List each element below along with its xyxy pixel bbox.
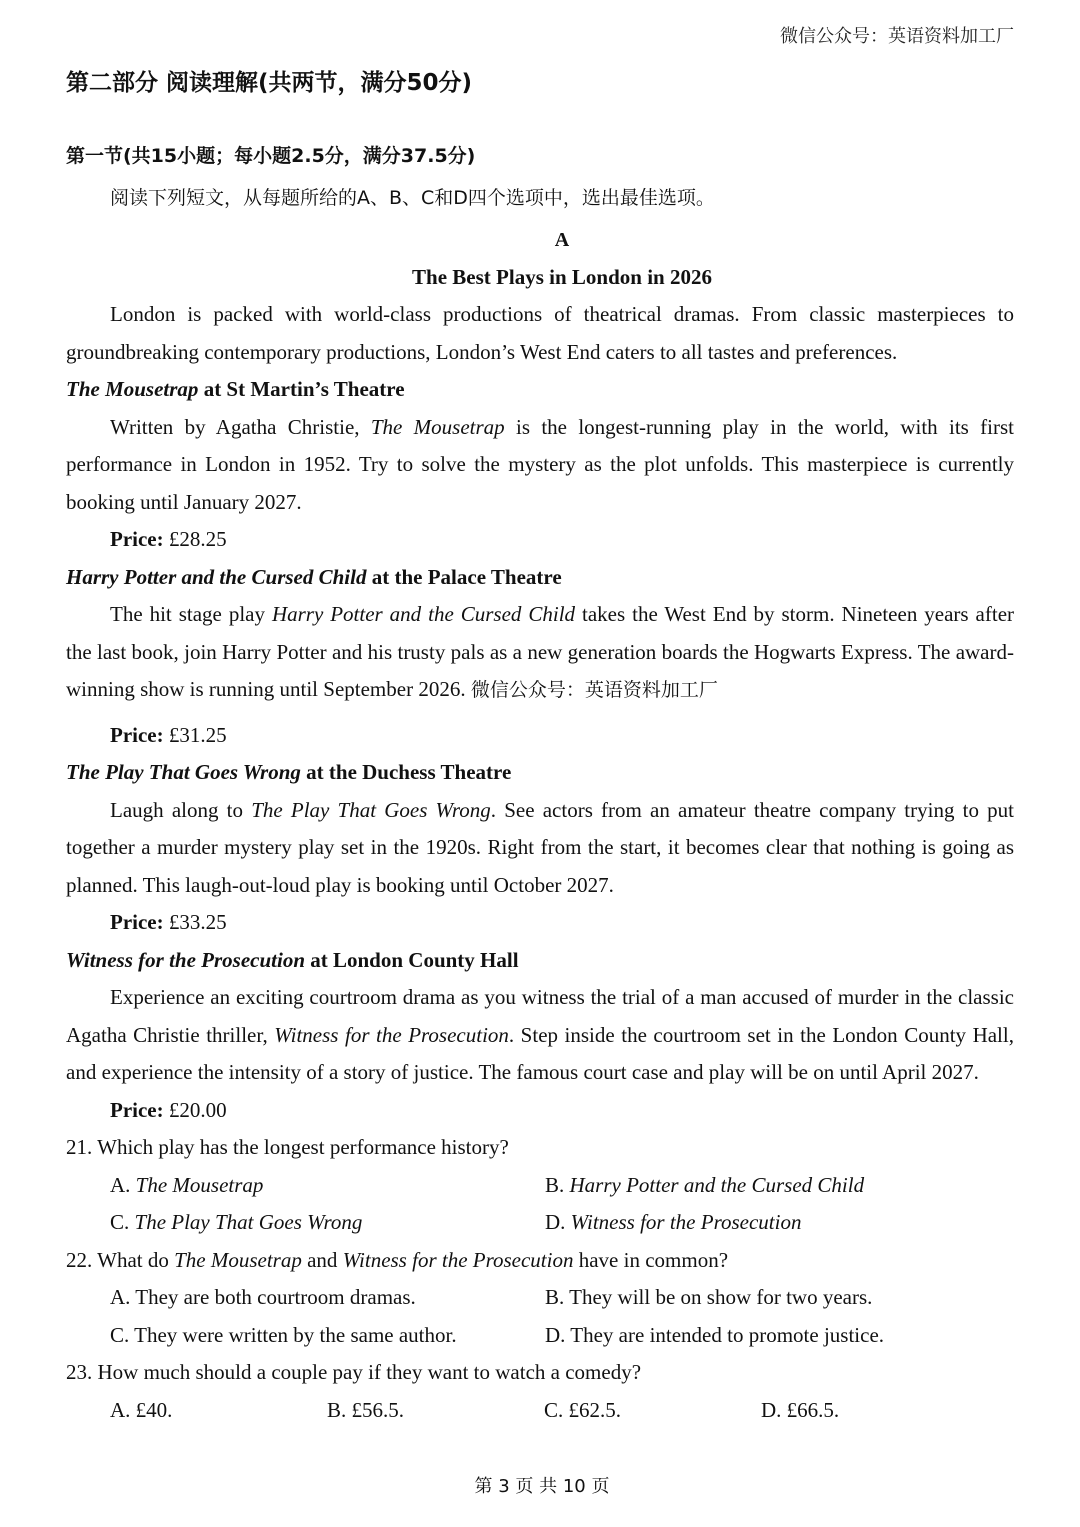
play-description	[66, 409, 1014, 522]
desc-title: The Play That Goes Wrong	[251, 797, 491, 822]
play-venue: at the Palace Theatre	[366, 564, 562, 589]
play-venue: at the Duchess Theatre	[300, 760, 512, 784]
play-name: The Play That Goes Wrong	[66, 760, 301, 784]
play-description	[66, 596, 1014, 710]
price-label: Price:	[110, 722, 164, 747]
passage-body	[66, 296, 1014, 1429]
play-description	[66, 792, 1014, 905]
option-letter: C.	[110, 1210, 135, 1234]
option-d[interactable]	[545, 1204, 801, 1242]
price-value: £20.00	[163, 1097, 227, 1122]
stem-text: 22. What do	[66, 1247, 175, 1272]
option-text: Harry Potter and the Cursed Child	[569, 1172, 865, 1197]
play-description	[66, 979, 1014, 1092]
desc-text: Experience an exciting courtroom drama as you witness the trial of a man accused of murder in the classic Agatha Christie thriller,	[66, 985, 1014, 1047]
desc-text: takes the West End by storm. Nineteen years after the last book, join Harry Potter and his trusty pals as a new generation boards the Hogwarts Express. The award-winning show is running until September 2026.	[66, 602, 1015, 701]
desc-text: . Step inside the courtroom set in the London County Hall, and experience the intensity of a story of justice. The famous court case and play will be on until April 2027.	[66, 1022, 1014, 1084]
part-title: 第二部分 阅读理解(共两节，满分50分)	[66, 70, 473, 96]
option-row	[66, 1167, 1014, 1205]
play-price	[66, 904, 1014, 942]
price-value: £28.25	[163, 527, 227, 551]
price-label: Price:	[110, 910, 164, 934]
play-heading	[66, 371, 1014, 409]
play-venue: at St Martin’s Theatre	[198, 377, 405, 401]
stem-title: Witness for the Prosecution	[342, 1247, 574, 1272]
play-price	[66, 521, 1014, 559]
price-label: Price:	[110, 527, 164, 551]
desc-text: Written by Agatha Christie,	[110, 414, 371, 439]
stem-text: have in common?	[573, 1247, 729, 1272]
question-stem: 21. Which play has the longest performance history?	[66, 1135, 509, 1159]
option-c[interactable]: C. £62.5.	[544, 1397, 622, 1422]
option-letter: D.	[545, 1210, 571, 1234]
option-letter: A.	[110, 1172, 136, 1197]
play-venue: at London County Hall	[305, 947, 519, 972]
desc-text: Laugh along to	[110, 797, 252, 822]
question-stem	[66, 1242, 1014, 1280]
option-text: The Mousetrap	[135, 1172, 264, 1197]
option-d[interactable]: D. They are intended to promote justice.	[545, 1322, 885, 1347]
option-row	[66, 1392, 1014, 1430]
option-b[interactable]: B. £56.5.	[327, 1397, 405, 1422]
price-value: £33.25	[163, 910, 227, 934]
desc-text: . See actors from an amateur theatre company trying to put together a murder mystery play set in the 1920s. Right from the start, it becomes clear that nothing is going as planned. This laugh-out-loud play is booking until October 2027.	[66, 797, 1014, 897]
play-name: Harry Potter and the Cursed Child	[66, 564, 367, 589]
page-number: 第 3 页 共 10 页	[474, 1476, 610, 1497]
play-heading	[66, 559, 1014, 597]
desc-text: The hit stage play	[110, 602, 272, 626]
passage-letter: A	[554, 229, 570, 251]
option-a[interactable]: A. £40.	[110, 1397, 173, 1422]
option-c[interactable]: C. They were written by the same author.	[110, 1322, 457, 1347]
stem-text: and	[301, 1247, 343, 1272]
option-c[interactable]	[110, 1204, 545, 1242]
play-price	[66, 717, 1014, 755]
option-b[interactable]	[545, 1167, 864, 1205]
play-name: The Mousetrap	[66, 377, 199, 401]
option-row	[66, 1279, 1014, 1317]
play-name: Witness for the Prosecution	[66, 947, 305, 972]
option-a[interactable]	[110, 1167, 545, 1205]
inline-watermark: 微信公众号：英语资料加工厂	[470, 679, 718, 701]
play-price	[66, 1092, 1014, 1130]
desc-title: Witness for the Prosecution	[274, 1022, 509, 1047]
option-letter: B.	[545, 1172, 570, 1197]
option-row	[66, 1204, 1014, 1242]
desc-title: The Mousetrap	[370, 414, 505, 439]
desc-title: Harry Potter and the Cursed Child	[271, 602, 576, 626]
intro-paragraph: London is packed with world-class productions of theatrical dramas. From classic masterpieces to groundbreaking contemporary productions, London’s West End caters to all tastes and preferences.	[66, 302, 1014, 364]
option-text: Witness for the Prosecution	[570, 1210, 802, 1234]
instruction-text: 阅读下列短文，从每题所给的A、B、C和D四个选项中，选出最佳选项。	[110, 187, 715, 209]
play-heading	[66, 754, 1014, 792]
desc-text: is the longest-running play in the world, with its first performance in London in 1952. Try to solve the mystery as the plot unfolds. This masterpiece is currently booking until January 2027.	[66, 414, 1014, 514]
option-text: The Play That Goes Wrong	[134, 1210, 363, 1234]
option-row	[66, 1317, 1014, 1355]
play-heading	[66, 942, 1014, 980]
watermark-header: 微信公众号：英语资料加工厂	[780, 26, 1014, 47]
article-title: The Best Plays in London in 2026	[412, 265, 712, 289]
option-b[interactable]: B. They will be on show for two years.	[545, 1285, 873, 1309]
price-label: Price:	[110, 1097, 164, 1122]
price-value: £31.25	[163, 722, 227, 747]
option-a[interactable]: A. They are both courtroom dramas.	[110, 1285, 416, 1309]
section-title: 第一节(共15小题；每小题2.5分，满分37.5分)	[66, 145, 476, 167]
question-stem: 23. How much should a couple pay if they want to watch a comedy?	[66, 1360, 642, 1384]
option-d[interactable]: D. £66.5.	[761, 1397, 840, 1422]
stem-title: The Mousetrap	[174, 1247, 302, 1272]
